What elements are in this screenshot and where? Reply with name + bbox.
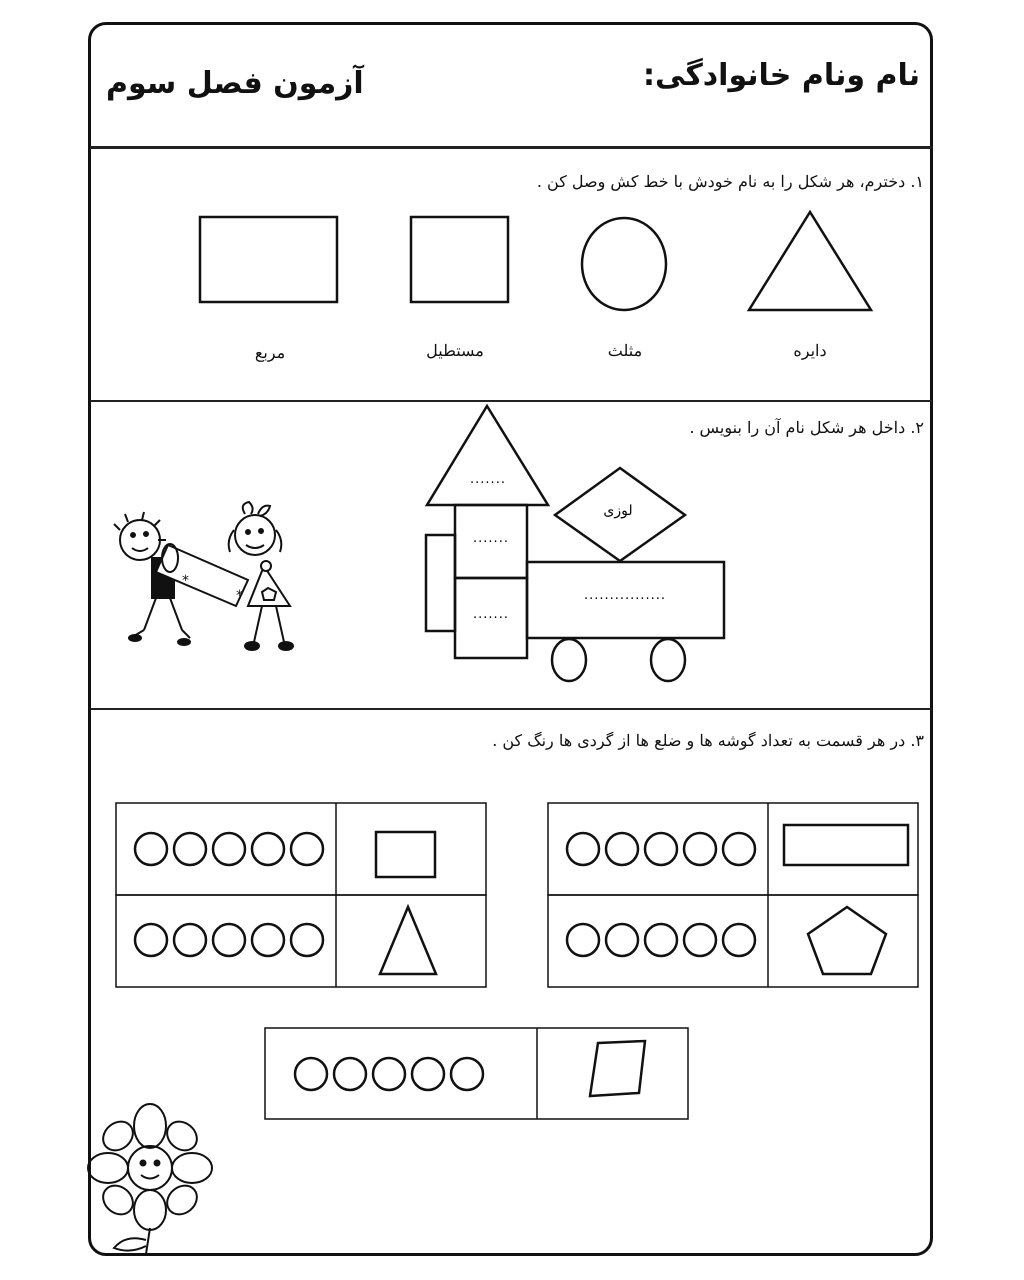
label-rectangle-word: مستطیل	[426, 341, 484, 360]
circle-row-parallelogram-circle[interactable]	[412, 1058, 444, 1090]
circle-row-square-circle[interactable]	[291, 833, 323, 865]
circle-row-square-circle[interactable]	[174, 833, 206, 865]
circle-row-rectangle-wide-circle[interactable]	[723, 833, 755, 865]
blank-triangle: .......	[470, 472, 506, 487]
circle-row-pentagon-circle[interactable]	[723, 924, 755, 956]
svg-text:*: *	[236, 588, 243, 604]
label-triangle-word: مثلث	[607, 341, 643, 360]
circle-row-rectangle-wide-circle[interactable]	[567, 833, 599, 865]
circle-row-parallelogram-circle[interactable]	[451, 1058, 483, 1090]
blank-upper-square: .......	[473, 531, 509, 546]
circle-row-triangle-circle[interactable]	[252, 924, 284, 956]
circle-row-square-circle[interactable]	[213, 833, 245, 865]
name-field-label: نام ونام خانوادگی:	[642, 58, 920, 93]
circle-row-pentagon-circle[interactable]	[567, 924, 599, 956]
question-1-prompt: ۱. دخترم، هر شکل را به نام خودش با خط کش وصل کن .	[536, 172, 924, 191]
circle-row-triangle-circle[interactable]	[174, 924, 206, 956]
circle-row-triangle-circle[interactable]	[135, 924, 167, 956]
label-circle-word: دایره	[793, 341, 827, 360]
flower-icon	[88, 1104, 212, 1254]
circle-row-triangle-circle[interactable]	[213, 924, 245, 956]
circle-row-pentagon-circle[interactable]	[684, 924, 716, 956]
circle-row-rectangle-wide-circle[interactable]	[606, 833, 638, 865]
question-2-prompt: ۲. داخل هر شکل نام آن را بنویس .	[689, 418, 924, 437]
label-square-word: مربع	[254, 343, 286, 362]
circle-row-triangle-circle[interactable]	[291, 924, 323, 956]
shape-square	[376, 832, 435, 877]
circle-row-parallelogram-circle[interactable]	[295, 1058, 327, 1090]
blank-rectangle: ................	[583, 588, 667, 603]
shape-triangle	[380, 907, 436, 974]
test-title: آزمون فصل سوم	[106, 66, 364, 101]
box-rectangle-wide	[548, 803, 918, 895]
circle-row-parallelogram-circle[interactable]	[334, 1058, 366, 1090]
circle-row-parallelogram-circle[interactable]	[373, 1058, 405, 1090]
blank-lower-square: .......	[473, 607, 509, 622]
circle-row-pentagon-circle[interactable]	[606, 924, 638, 956]
circle-row-rectangle-wide-circle[interactable]	[684, 833, 716, 865]
shape-parallelogram	[590, 1041, 645, 1096]
svg-text:*: *	[182, 573, 189, 589]
circle-row-pentagon-circle[interactable]	[645, 924, 677, 956]
box-square	[116, 803, 486, 895]
shape-rectangle-wide	[784, 825, 908, 865]
circle-row-square-circle[interactable]	[252, 833, 284, 865]
circle-row-rectangle-wide-circle[interactable]	[645, 833, 677, 865]
rhombus-label: لوزی	[603, 503, 633, 519]
circle-row-square-circle[interactable]	[135, 833, 167, 865]
shape-pentagon	[808, 907, 886, 974]
question-3-prompt: ۳. در هر قسمت به تعداد گوشه ها و ضلع ها از گردی ها رنگ کن .	[492, 731, 924, 750]
